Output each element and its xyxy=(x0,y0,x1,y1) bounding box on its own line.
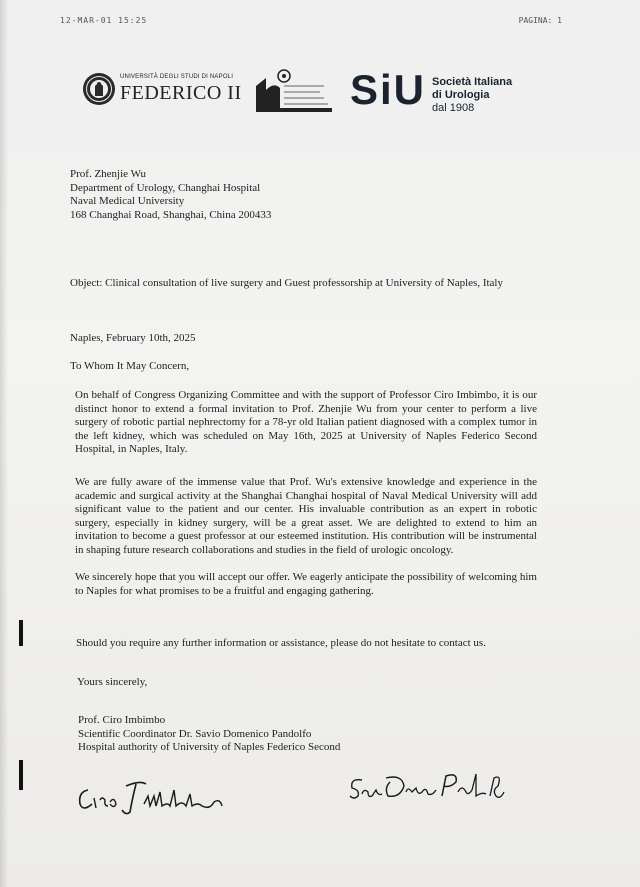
paragraph-contact: Should you require any further information or assistance, please do not hesitate to contact us. xyxy=(76,637,486,649)
recipient-university: Naval Medical University xyxy=(70,195,185,207)
federico-ii-logo xyxy=(82,72,242,112)
signatory-block xyxy=(78,714,548,755)
paragraph-hope: We sincerely hope that you will accept our offer. We eagerly anticipate the possibility of welcoming him to Naples for what promises to be a fruitful and engaging gathering. xyxy=(75,571,537,597)
paragraph-invitation: On behalf of Congress Organizing Committee and with the support of Professor Ciro Imbimbo, it is our distinct honor to extend a formal invitation to Prof. Zhenjie Wu from your center to perform a live surgery of robotic partial nephrectomy for a 78-yr old Italian patient diagnosed with a complex tumor in the left kidney, which was scheduled on May 16th, 2025 at University of Naples Federico Second Hospital, in Naples, Italy. xyxy=(75,389,537,455)
federico-small-text: UNIVERSITÀ DEGLI STUDI DI NAPOLI xyxy=(120,74,234,80)
signatory-line2: Scientific Coordinator Dr. Savio Domenico Pandolfo xyxy=(78,727,312,740)
siu-mark: SiU xyxy=(350,66,427,113)
signatory-line1: Prof. Ciro Imbimbo xyxy=(78,714,166,726)
hospital-logo-icon xyxy=(254,68,334,116)
recipient-department: Department of Urology, Changhai Hospital xyxy=(70,181,261,194)
siu-logo xyxy=(350,68,530,116)
federico-big-text: FEDERICO II xyxy=(120,82,242,104)
recipient-street: 168 Changhai Road, Shanghai, China 200433 xyxy=(70,208,272,221)
letter-date: Naples, February 10th, 2025 xyxy=(70,332,196,344)
recipient-name: Prof. Zhenjie Wu xyxy=(70,168,147,180)
siu-line1: Società Italiana xyxy=(432,76,513,88)
signatory-line3: Hospital authority of University of Naples Federico Second xyxy=(78,741,341,753)
recipient-address xyxy=(70,168,540,222)
signature-pandolfo xyxy=(346,766,506,810)
page-edge-shadow xyxy=(0,0,8,887)
letter-greeting: To Whom It May Concern, xyxy=(70,360,190,372)
fax-page-number: PAGINA: 1 xyxy=(518,16,562,25)
binder-mark-upper xyxy=(19,620,23,646)
binder-mark-lower xyxy=(19,760,23,790)
object-line: Object: Clinical consultation of live surgery and Guest professorship at University of Naples, Italy xyxy=(70,277,503,289)
letter-closing: Yours sincerely, xyxy=(77,676,148,688)
siu-text xyxy=(432,76,512,115)
letterhead-logos xyxy=(82,66,522,122)
siu-line3: dal 1908 xyxy=(432,102,475,114)
siu-line2: di Urologia xyxy=(432,89,490,101)
university-seal-icon xyxy=(82,72,116,106)
signature-imbimbo xyxy=(74,776,244,818)
fax-timestamp: 12-MAR-01 15:25 xyxy=(60,16,148,25)
paragraph-value: We are fully aware of the immense value that Prof. Wu's extensive knowledge and experience in the academic and surgical activity at the Shanghai Changhai hospital of Naval Medical University will add significant value to the patient and our center. His invaluable contribution as an expert in robotic surgery, especially in kidney surgery, will be a great asset. We are delighted to extend to him an invitation to become a guest professor at our esteemed institution. His contribution will be instrumental in shaping future research collaborations and studies in the field of urologic oncology. xyxy=(75,476,537,556)
